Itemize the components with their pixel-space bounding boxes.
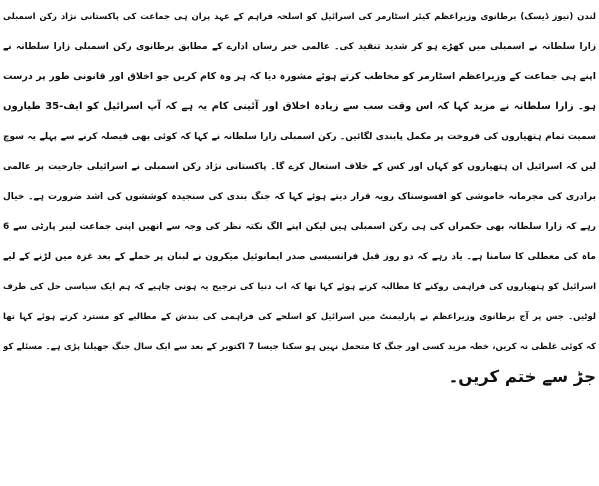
- article-line-6: لیں کہ اسرائیل ان ہتھیاروں کو کہاں اور کس کے خلاف استعال کرے گا۔ پاکستانی نژاد رکن اسمبلی نے اسرائیلی جارحیت پر عالمی: [3, 162, 596, 172]
- article-line-10: اسرائیل کو ہتھیاروں کی فراہمی روکنے کا مطالبہ کرتے ہوئے کہا تھا کہ اب دنیا کی ترجیح یہ ہونی چاہیے کہ ہم ایک سیاسی حل کی طرف: [3, 282, 596, 292]
- article-line-5: سمیت تمام ہتھیاروں کی فروخت پر مکمل پابندی لگائیں۔ رکن اسمبلی زارا سلطانہ نے کہا کہ کوئی بھی فیصلہ کرنے سے پہلے یہ سوچ: [3, 132, 596, 142]
- article-line-3: اپنے ہی جماعت کے وزیراعظم اسٹارمر کو مخاطب کرتے ہوئے مشورہ دیا کہ ہر وہ کام کریں جو اخلاق اور قانونی طور پر درست: [3, 71, 596, 82]
- article-line-9: ماہ کی معطلی کا سامنا ہے۔ یاد رہے کہ دو روز قبل فرانسیسی صدر ایمانوئیل میکرون نے لبنان پر حملے کے بعد غزہ میں لڑنے کے لیے: [3, 252, 596, 262]
- article-line-12: کہ کوئی غلطی نہ کریں، خطہ مزید کسی اور جنگ کا متحمل نہیں ہو سکتا جیسا 7 اکتوبر کے بعد سے ایک سال جنگ جھیلنا پڑی ہے۔ مسئلے کو: [3, 342, 596, 352]
- article-line-2: زارا سلطانہ نے اسمبلی میں کھڑے ہو کر شدید تنقید کی۔ عالمی خبر رساں ادارے کے مطابق برطانوی رکن اسمبلی زارا سلطانہ نے: [3, 42, 596, 52]
- article-line-7: برادری کی مجرمانہ خاموشی کو افسوسناک رویہ قرار دیتے ہوئے کہا کہ جنگ بندی کی سنجیدہ کوششوں کی اشد ضرورت ہے۔ خیال: [3, 192, 596, 202]
- article-line-13: جڑ سے ختم کریں۔: [448, 367, 596, 386]
- article-line-11: لوٹیں۔ جس پر آج برطانوی وزیراعظم نے پارلیمنٹ میں اسرائیل کو اسلحے کی فراہمی کی بندش کے مطالبے کو مسترد کرتے ہوئے کہا تھا: [3, 312, 596, 322]
- article-line-8: رہے کہ زارا سلطانہ بھی حکمراں کی ہی رکن اسمبلی ہیں لیکن اپنے الگ نکتہ نظر کی وجہ سے انھیں اپنی جماعت لیبر پارٹی سے 6: [3, 222, 596, 232]
- article-line-4: ہو۔ زارا سلطانہ نے مزید کہا کہ اس وقت سب سے زیادہ اخلاق اور آئینی کام یہ ہے کہ آپ اسرائیل کو ایف-35 طیاروں: [3, 101, 596, 112]
- article-line-1: لندن (نیوز ڈیسک) برطانوی وزیراعظم کیئر اسٹارمر کی اسرائیل کو اسلحہ فراہم کے عہد پران ہی جماعت کی پاکستانی نژاد رکن اسمبلی: [3, 12, 596, 22]
